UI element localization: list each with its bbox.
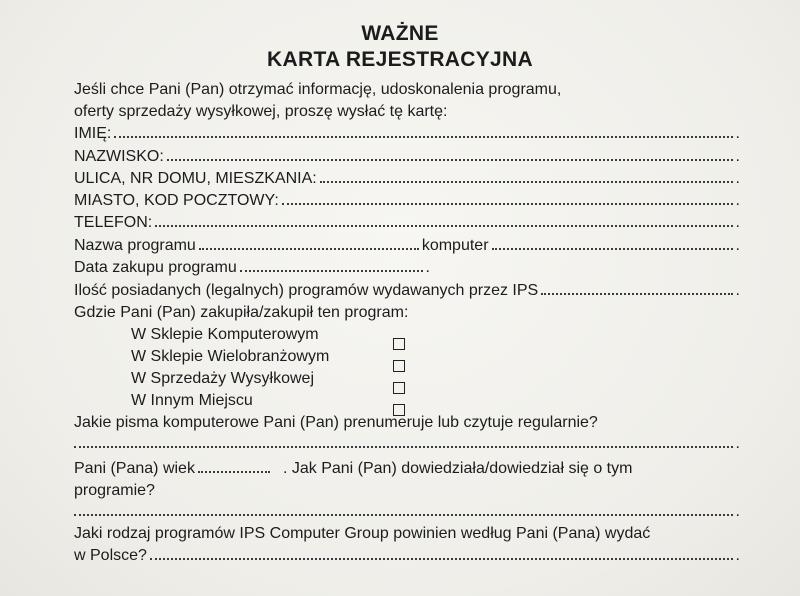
street-label: ULICA, NR DOMU, MIESZKANIA: bbox=[74, 170, 317, 187]
program-count-dotted-line[interactable] bbox=[541, 293, 732, 295]
age-dotted-line[interactable] bbox=[198, 471, 270, 473]
field-program-count[interactable] bbox=[74, 281, 740, 301]
first-name-label: IMIĘ: bbox=[74, 125, 112, 142]
magazines-dotted-line[interactable] bbox=[74, 446, 733, 448]
option-other-place-label: W Innym Miejscu bbox=[131, 392, 253, 409]
field-phone[interactable] bbox=[74, 213, 740, 233]
how-heard-question-line-2: programie? bbox=[74, 482, 155, 499]
last-name-label: NAZWISKO: bbox=[74, 148, 164, 165]
purchase-date-dotted-line[interactable] bbox=[240, 270, 423, 272]
intro-line-1: Jeśli chce Pani (Pan) otrzymać informację, udoskonalenia programu, bbox=[74, 81, 562, 98]
field-city[interactable] bbox=[74, 191, 740, 211]
program-count-label: Ilość posiadanych (legalnych) programów wydawanych przez IPS bbox=[74, 282, 539, 299]
field-ips-programs[interactable] bbox=[74, 546, 740, 566]
ips-programs-dotted-line[interactable] bbox=[150, 558, 733, 560]
phone-end-dot: . bbox=[735, 214, 740, 231]
age-label: Pani (Pana) wiek bbox=[74, 460, 195, 477]
card-title-important: WAŻNE bbox=[361, 22, 439, 45]
field-street[interactable] bbox=[74, 169, 740, 189]
ips-programs-end-dot: . bbox=[735, 547, 740, 564]
computer-end-dot: . bbox=[735, 237, 740, 254]
field-program-computer[interactable] bbox=[74, 236, 740, 256]
street-end-dot: . bbox=[735, 170, 740, 187]
field-age[interactable] bbox=[74, 459, 632, 479]
option-general-store-label: W Sklepie Wielobranżowym bbox=[131, 348, 330, 365]
last-name-dotted-line[interactable] bbox=[167, 159, 733, 161]
option-mail-order-label: W Sprzedaży Wysyłkowej bbox=[131, 370, 315, 387]
field-last-name[interactable] bbox=[74, 147, 740, 167]
how-heard-question-line-1: . Jak Pani (Pan) dowiedziała/dowiedział się o tym bbox=[282, 460, 633, 477]
field-first-name[interactable] bbox=[74, 124, 740, 144]
city-dotted-line[interactable] bbox=[282, 203, 733, 205]
last-name-end-dot: . bbox=[735, 148, 740, 165]
ips-programs-question-line-1: Jaki rodzaj programów IPS Computer Group powinien według Pani (Pana) wydać bbox=[74, 525, 651, 542]
city-label: MIASTO, KOD POCZTOWY: bbox=[74, 192, 279, 209]
purchase-date-label: Data zakupu programu bbox=[74, 259, 237, 276]
option-computer-store-label: W Sklepie Komputerowym bbox=[131, 326, 319, 343]
computer-label: komputer bbox=[421, 237, 489, 254]
magazines-end-dot: . bbox=[735, 435, 740, 452]
field-magazines[interactable] bbox=[74, 434, 740, 454]
card-title-registration: KARTA REJESTRACYJNA bbox=[267, 48, 533, 71]
ips-programs-question-line-2: w Polsce? bbox=[74, 547, 147, 564]
program-name-dotted-line[interactable] bbox=[199, 248, 419, 250]
field-purchase-date[interactable] bbox=[74, 258, 430, 278]
checkbox-general-store[interactable] bbox=[393, 360, 405, 372]
purchase-date-end-dot: . bbox=[425, 259, 430, 276]
how-heard-end-dot: . bbox=[735, 503, 740, 520]
where-purchased-question: Gdzie Pani (Pan) zakupiła/zakupił ten program: bbox=[74, 304, 409, 321]
program-name-label: Nazwa programu bbox=[74, 237, 196, 254]
checkbox-computer-store[interactable] bbox=[393, 338, 405, 350]
street-dotted-line[interactable] bbox=[320, 181, 733, 183]
program-count-end-dot: . bbox=[735, 282, 740, 299]
first-name-end-dot: . bbox=[735, 125, 740, 142]
magazines-question: Jakie pisma komputerowe Pani (Pan) prenumeruje lub czytuje regularnie? bbox=[74, 414, 598, 431]
intro-line-2: oferty sprzedaży wysyłkowej, proszę wysłać tę kartę: bbox=[74, 103, 448, 120]
computer-dotted-line[interactable] bbox=[492, 248, 733, 250]
phone-dotted-line[interactable] bbox=[155, 225, 732, 227]
city-end-dot: . bbox=[735, 192, 740, 209]
field-how-heard[interactable] bbox=[74, 502, 740, 522]
phone-label: TELEFON: bbox=[74, 214, 153, 231]
first-name-dotted-line[interactable] bbox=[114, 136, 732, 138]
checkbox-mail-order[interactable] bbox=[393, 382, 405, 394]
how-heard-dotted-line[interactable] bbox=[74, 514, 733, 516]
